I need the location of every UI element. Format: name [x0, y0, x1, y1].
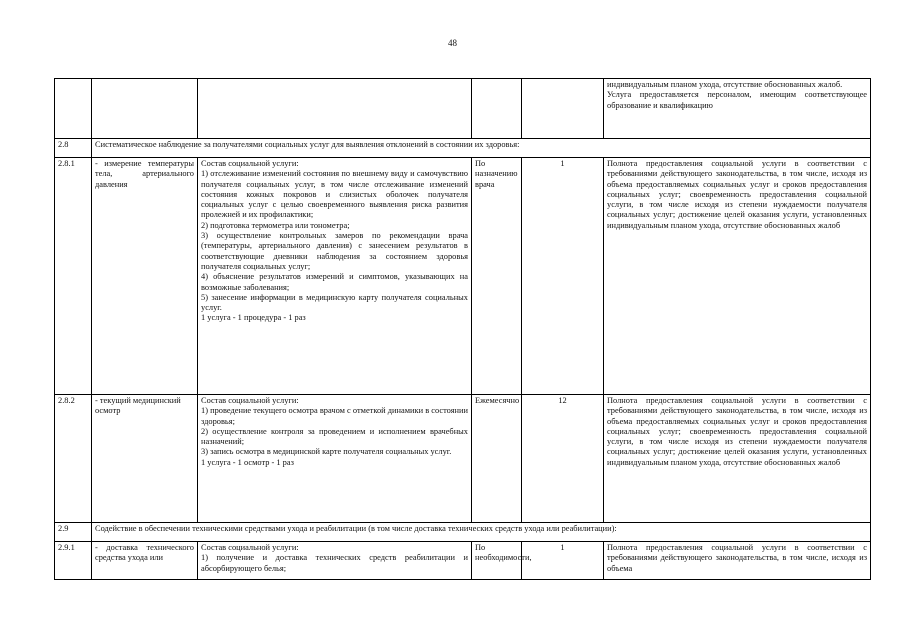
- item-condition: Полнота предоставления социальной услуги в соответствии с требованиями действующего законодательства, в том числе, исходя из объема предоставляемых социальных услуг и сроков предоставления социальных услуг; своевременность предоставления социальной услуги, в том числе исходя из степени нуждаемости получателя социальных услуг; достижение целей оказания услуги, установленных индивидуальным планом ухода, отсутствие обоснованных жалоб: [604, 395, 871, 523]
- cell-num: [55, 79, 92, 139]
- desc-line: 1) получение и доставка технических средств реабилитации и абсорбирующего белья;: [201, 553, 468, 573]
- section-row-2-8: [55, 139, 871, 158]
- desc-line: 3) осуществление контрольных замеров по рекомендации врача (температуры, артериального давления) с занесением результатов в соответствующие дневники наблюдения за состоянием здоровья получателя социальных услуг;: [201, 231, 468, 271]
- cell-term: [472, 79, 522, 139]
- item-num: 2.8.1: [55, 158, 92, 395]
- item-description: [198, 158, 472, 395]
- desc-line: 2) осуществление контроля за проведением и исполнением врачебных назначений;: [201, 426, 468, 447]
- desc-line: 1 услуга - 1 процедура - 1 раз: [201, 313, 306, 323]
- desc-line: 5) занесение информации в медицинскую карту получателя социальных услуг.: [201, 292, 468, 313]
- section-title: Содействие в обеспечении техническими средствами ухода и реабилитации (в том числе доставка технических средств ухода или реабилитации):: [92, 523, 871, 542]
- item-condition: Полнота предоставления социальной услуги в соответствии с требованиями действующего законодательства, в том числе, исходя из объема: [604, 542, 871, 580]
- cell-qty: [522, 79, 604, 139]
- desc-line: 2) подготовка термометра или тонометра;: [201, 220, 350, 230]
- condition-line: индивидуальным планом ухода, отсутствие обоснованных жалоб.: [607, 80, 843, 89]
- section-title: Систематическое наблюдение за получателями социальных услуг для выявления отклонений в состоянии их здоровья:: [92, 139, 871, 158]
- item-num: 2.8.2: [55, 395, 92, 523]
- cell-desc: [198, 79, 472, 139]
- cell-condition: [604, 79, 871, 139]
- section-num: 2.8: [55, 139, 92, 158]
- item-description: [198, 395, 472, 523]
- item-term: Ежемесячно: [472, 395, 522, 523]
- desc-line: 1 услуга - 1 осмотр - 1 раз: [201, 457, 294, 467]
- item-num: 2.9.1: [55, 542, 92, 580]
- item-description: [198, 542, 472, 580]
- services-table: [54, 78, 871, 580]
- section-num: 2.9: [55, 523, 92, 542]
- desc-line: 1) отслеживание изменений состояния по внешнему виду и самочувствию получателя социальных услуг, в том числе отслеживание изменений состояния кожных покровов и слизистых оболочек получателя социальных услуг с целью своевременного выявления риска развития пролежней и их профилактики;: [201, 169, 468, 220]
- desc-line: 3) запись осмотра в медицинской карте получателя социальных услуг.: [201, 447, 452, 457]
- section-row-2-9: [55, 523, 871, 542]
- item-quantity: 12: [522, 395, 604, 523]
- cell-name: [92, 79, 198, 139]
- table-row-2-9-1: [55, 542, 871, 580]
- desc-line: 4) объяснение результатов измерений и симптомов, указывающих на возможные заболевания;: [201, 272, 468, 292]
- table-row-continuation: [55, 79, 871, 139]
- item-condition: Полнота предоставления социальной услуги в соответствии с требованиями действующего законодательства, в том числе, исходя из объема предоставляемых социальных услуг и сроков предоставления социальных услуг; своевременность предоставления социальной услуги, в том числе исходя из степени нуждаемости получателя социальных услуг; достижение целей оказания услуги, установленных индивидуальным планом ухода, отсутствие обоснованных жалоб: [604, 158, 871, 395]
- item-name: - измерение температуры тела, артериального давления: [92, 158, 198, 395]
- condition-line: Услуга предоставляется персоналом, имеющим соответствующее образование и квалификацию: [607, 90, 867, 110]
- desc-line: 1) проведение текущего осмотра врачом с отметкой динамики в состоянии здоровья;: [201, 406, 468, 426]
- item-term: По необходимости,: [472, 542, 522, 580]
- item-quantity: 1: [522, 542, 604, 580]
- item-name: - текущий медицинский осмотр: [92, 395, 198, 523]
- item-name: - доставка технического средства ухода или: [92, 542, 198, 580]
- page-number: 48: [448, 38, 457, 48]
- desc-line: Состав социальной услуги:: [201, 159, 299, 168]
- item-quantity: 1: [522, 158, 604, 395]
- desc-line: Состав социальной услуги:: [201, 396, 299, 405]
- table-row-2-8-2: [55, 395, 871, 523]
- table-row-2-8-1: [55, 158, 871, 395]
- item-term: По назначению врача: [472, 158, 522, 395]
- desc-line: Состав социальной услуги:: [201, 543, 299, 552]
